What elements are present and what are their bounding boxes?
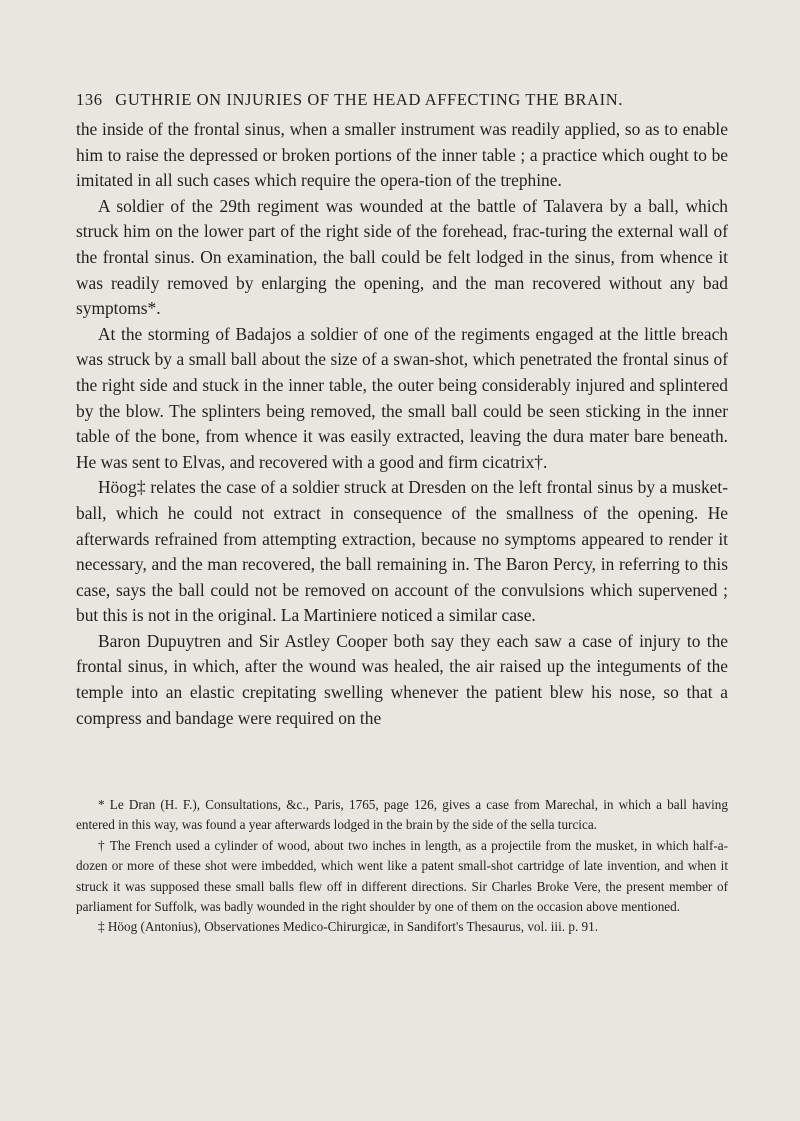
running-title: GUTHRIE ON INJURIES OF THE HEAD AFFECTING THE BRAIN.: [115, 90, 624, 109]
footnote-asterisk: * Le Dran (H. F.), Consultations, &c., Paris, 1765, page 126, gives a case from Marechal, in which a ball having entered in this way, was found a year afterwards lodged in the brain by the side of the sella turcica.: [76, 797, 728, 833]
footnote-double-dagger: ‡ Höog (Antonius), Observationes Medico-Chirurgicæ, in Sandifort's Thesaurus, vol. iii. p. 91.: [98, 919, 599, 935]
page-number: 136: [76, 90, 103, 109]
body-text: [76, 117, 728, 731]
paragraph-talavera-case: A soldier of the 29th regiment was wounded at the battle of Talavera by a ball, which struck him on the lower part of the right side of the forehead, frac-turing the external wall of the frontal sinus. On examination, the ball could be felt lodged in the sinus, from whence it was readily removed by enlarging the opening, and the man recovered without any bad symptoms*.: [76, 195, 728, 319]
paragraph-continuation: the inside of the frontal sinus, when a smaller instrument was readily applied, so as to enable him to raise the depressed or broken portions of the inner table ; a practice which ought to be imitated in all such cases which require the opera-tion of the trephine.: [76, 119, 728, 191]
paragraph-dupuytren-cooper: Baron Dupuytren and Sir Astley Cooper both say they each saw a case of injury to the frontal sinus, in which, after the wound was healed, the air raised up the integuments of the temple into an elastic crepitating swelling whenever the patient blew his nose, so that a compress and bandage were required on the: [76, 630, 728, 728]
paragraph-hoog-case: Höog‡ relates the case of a soldier struck at Dresden on the left frontal sinus by a musket-ball, which he could not extract in consequence of the smallness of the opening. He afterwards refrained from attempting extraction, because no symptoms appeared to render it necessary, and the man recovered, the ball remaining in. The Baron Percy, in referring to this case, says the ball could not be removed on account of the convulsions which supervened ; but this is not in the original. La Martiniere noticed a similar case.: [76, 477, 728, 626]
footnotes: [76, 795, 728, 938]
footnote-dagger: † The French used a cylinder of wood, about two inches in length, as a projectile from the musket, in which half-a-dozen or more of these shot were imbedded, which went like a patent small-shot cartridge of late invention, and when it struck it was supposed these small balls flew off in different directions. Sir Charles Broke Vere, the present member of parliament for Suffolk, was badly wounded in the right shoulder by one of them on the occasion above mentioned.: [76, 837, 728, 915]
running-header: [76, 90, 736, 110]
paragraph-badajos-case: At the storming of Badajos a soldier of one of the regiments engaged at the little breach was struck by a small ball about the size of a swan-shot, which penetrated the frontal sinus of the right side and stuck in the inner table, the outer being considerably injured and splintered by the blow. The splinters being removed, the small ball could be seen sticking in the inner table of the bone, from whence it was easily extracted, leaving the dura mater bare beneath. He was sent to Elvas, and recovered with a good and firm cicatrix†.: [76, 323, 728, 472]
